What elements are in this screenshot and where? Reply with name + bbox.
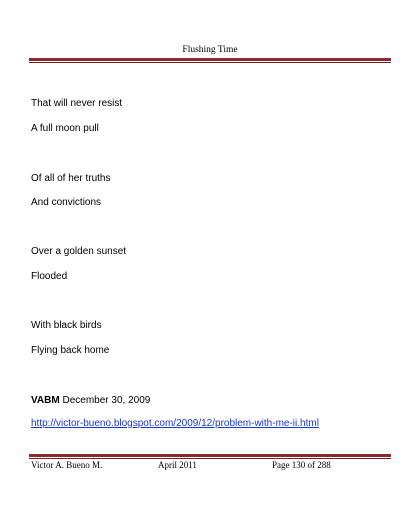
poem-line: Of all of her truths xyxy=(31,173,111,184)
page-header-title: Flushing Time xyxy=(182,45,238,55)
header-rule xyxy=(29,58,391,61)
signature-initials: VABM xyxy=(31,395,60,406)
footer-rule xyxy=(29,454,391,457)
poem-line: That will never resist xyxy=(31,98,123,109)
signature-date: December 30, 2009 xyxy=(59,395,151,406)
signature xyxy=(31,395,150,407)
poem-line: And convictions xyxy=(31,197,102,208)
poem-line: A full moon pull xyxy=(31,123,99,134)
poem-line: Over a golden sunset xyxy=(31,246,127,257)
poem-line: Flying back home xyxy=(31,345,110,356)
footer-date: April 2011 xyxy=(158,460,197,470)
footer-page-number: Page 130 of 288 xyxy=(272,460,331,470)
poem-line: Flooded xyxy=(31,271,68,282)
blog-link[interactable]: http://victor-bueno.blogspot.com/2009/12/problem-with-me-ii.html xyxy=(31,418,319,429)
footer-author: Victor A. Bueno M. xyxy=(31,460,103,470)
poem-line: With black birds xyxy=(31,320,102,331)
